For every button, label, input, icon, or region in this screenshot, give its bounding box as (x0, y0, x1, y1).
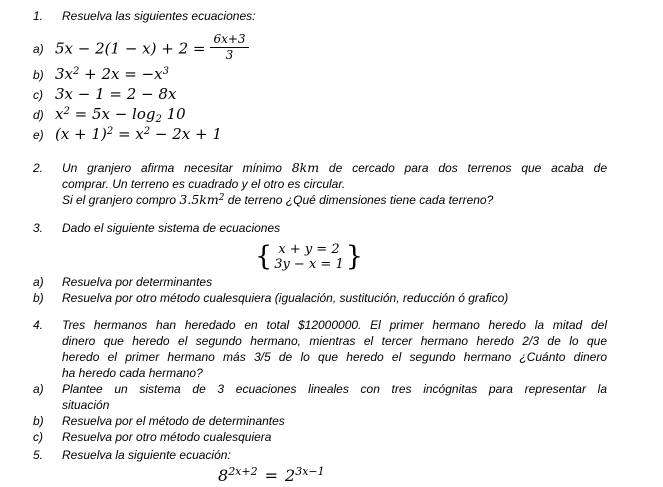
equation-1e-expression (55, 124, 222, 147)
question-3-items (33, 274, 607, 306)
equation-1c-label: c) (33, 88, 43, 102)
question-2-line-2: comprar. Un terreno es cuadrado y el otro es circular. (62, 177, 346, 191)
base: 8 (218, 466, 229, 485)
item-3a-label: a) (33, 275, 44, 289)
question-4-line-3: heredo el primer hermano más 3/5 de lo que heredo el segundo hermano ¿Cuánto dinero (62, 350, 607, 364)
question-4-number: 4. (33, 318, 44, 332)
item-3a (33, 274, 607, 290)
equation-1c (33, 84, 607, 104)
item-4a-line-2: situación (62, 398, 110, 412)
item-4b-label: b) (33, 414, 44, 428)
item-4a-line-1: Plantee un sistema de 3 ecuaciones lineales con tres incógnitas para representar la (62, 382, 607, 396)
equation-1d-label: d) (33, 108, 44, 122)
exponent: 2 (63, 106, 70, 117)
item-4a-label: a) (33, 382, 44, 396)
fraction-1a-denominator: 3 (225, 47, 234, 62)
exponent: 3 (162, 66, 170, 77)
question-4-line-4: ha heredo cada hermano? (62, 366, 203, 380)
close-brace: } (345, 241, 363, 272)
text-segment: de terreno ¿Qué dimensiones tiene cada terreno? (224, 193, 494, 207)
question-3-title: Dado el siguiente sistema de ecuaciones (62, 221, 281, 235)
term: = x (113, 125, 144, 143)
question-4-text (62, 317, 607, 381)
term: 10 (161, 105, 186, 123)
equation-1a (33, 31, 607, 64)
item-3b-text: Resuelva por otro método cualesquiera (igualación, sustitución, reducción ó grafico) (62, 291, 509, 305)
exponent: 2 (106, 126, 114, 137)
system-equation-2: 3y − x = 1 (274, 257, 344, 272)
question-2-line-1 (62, 160, 607, 176)
equation-5 (33, 465, 607, 487)
open-brace: { (255, 241, 273, 272)
fraction-1a-numerator: 6x+3 (210, 33, 248, 48)
question-1-heading (33, 8, 607, 24)
equation-1e (33, 124, 607, 144)
exponent: 2 (218, 193, 225, 203)
text-segment: Un granjero afirma necesitar mínimo (62, 161, 292, 175)
equals-sign: = (264, 466, 279, 485)
item-4b-text: Resuelva por el método de determinantes (62, 414, 285, 428)
math-inline-area: 3.5km (179, 192, 219, 207)
item-4a-text (62, 381, 607, 413)
item-4c-text: Resuelva por otro método cualesquiera (62, 430, 272, 444)
question-2-text (62, 160, 607, 210)
log-base: 2 (155, 114, 162, 125)
system-equations (272, 242, 346, 272)
system-equation-1: x + y = 2 (278, 242, 340, 257)
item-3b (33, 290, 607, 306)
question-3-number: 3. (33, 221, 44, 235)
question-4-items (33, 381, 607, 445)
question-4-line-1: Tres hermanos han heredado en total $12000000. El primer hermano heredo la mitad del (62, 318, 607, 332)
question-3-heading (33, 220, 607, 236)
item-3b-label: b) (33, 291, 44, 305)
term: − 2x + 1 (150, 125, 222, 143)
question-4-line-2: dinero que heredo el segundo hermano, mientras el tercer hermano heredo 2/3 de lo que (62, 334, 607, 348)
text-segment: Si el granjero compro (62, 193, 180, 207)
question-5-heading (33, 447, 607, 463)
item-4b (33, 413, 607, 429)
exponent: 2 (143, 126, 151, 137)
equation-1c-expression (55, 84, 176, 104)
term: 3x − 1 = 2 − 8x (55, 85, 177, 103)
question-2-line-3 (62, 192, 607, 210)
base: 2 (285, 466, 296, 485)
term: x (55, 105, 64, 123)
equation-system (33, 242, 607, 272)
question-5-number: 5. (33, 448, 44, 462)
fraction-1a (210, 33, 248, 62)
exponent: 2 (73, 66, 80, 77)
question-2 (33, 160, 607, 210)
exponent: 3x−1 (295, 465, 325, 478)
equation-1e-label: e) (33, 128, 44, 142)
math-inline-8km: 8km (291, 160, 320, 175)
term: + 2x = −x (79, 65, 163, 83)
equation-1a-label: a) (33, 42, 44, 56)
term: (x + 1) (55, 125, 107, 143)
question-5-title: Resuelva la siguiente ecuación: (62, 448, 231, 462)
question-1-title: Resuelva las siguientes ecuaciones: (62, 9, 256, 23)
item-4a (33, 381, 607, 413)
exponent: 2x+2 (228, 465, 258, 478)
item-4c-label: c) (33, 430, 43, 444)
question-1-number: 1. (33, 9, 44, 23)
equation-1a-lhs: 5x − 2(1 − x) + 2 = (55, 39, 206, 57)
item-3a-text: Resuelva por determinantes (62, 275, 213, 289)
equation-1a-expression (55, 31, 249, 64)
question-4 (33, 317, 607, 381)
question-1-equations (33, 31, 607, 144)
question-2-number: 2. (33, 161, 44, 175)
equation-1d (33, 104, 607, 124)
equation-1b-label: b) (33, 68, 44, 82)
term: = 5x − log (69, 105, 156, 123)
text-segment: de cercado para dos terrenos que acaba de (319, 161, 607, 175)
equation-1b (33, 64, 607, 84)
item-4c (33, 429, 607, 445)
term: 3x (55, 65, 74, 83)
